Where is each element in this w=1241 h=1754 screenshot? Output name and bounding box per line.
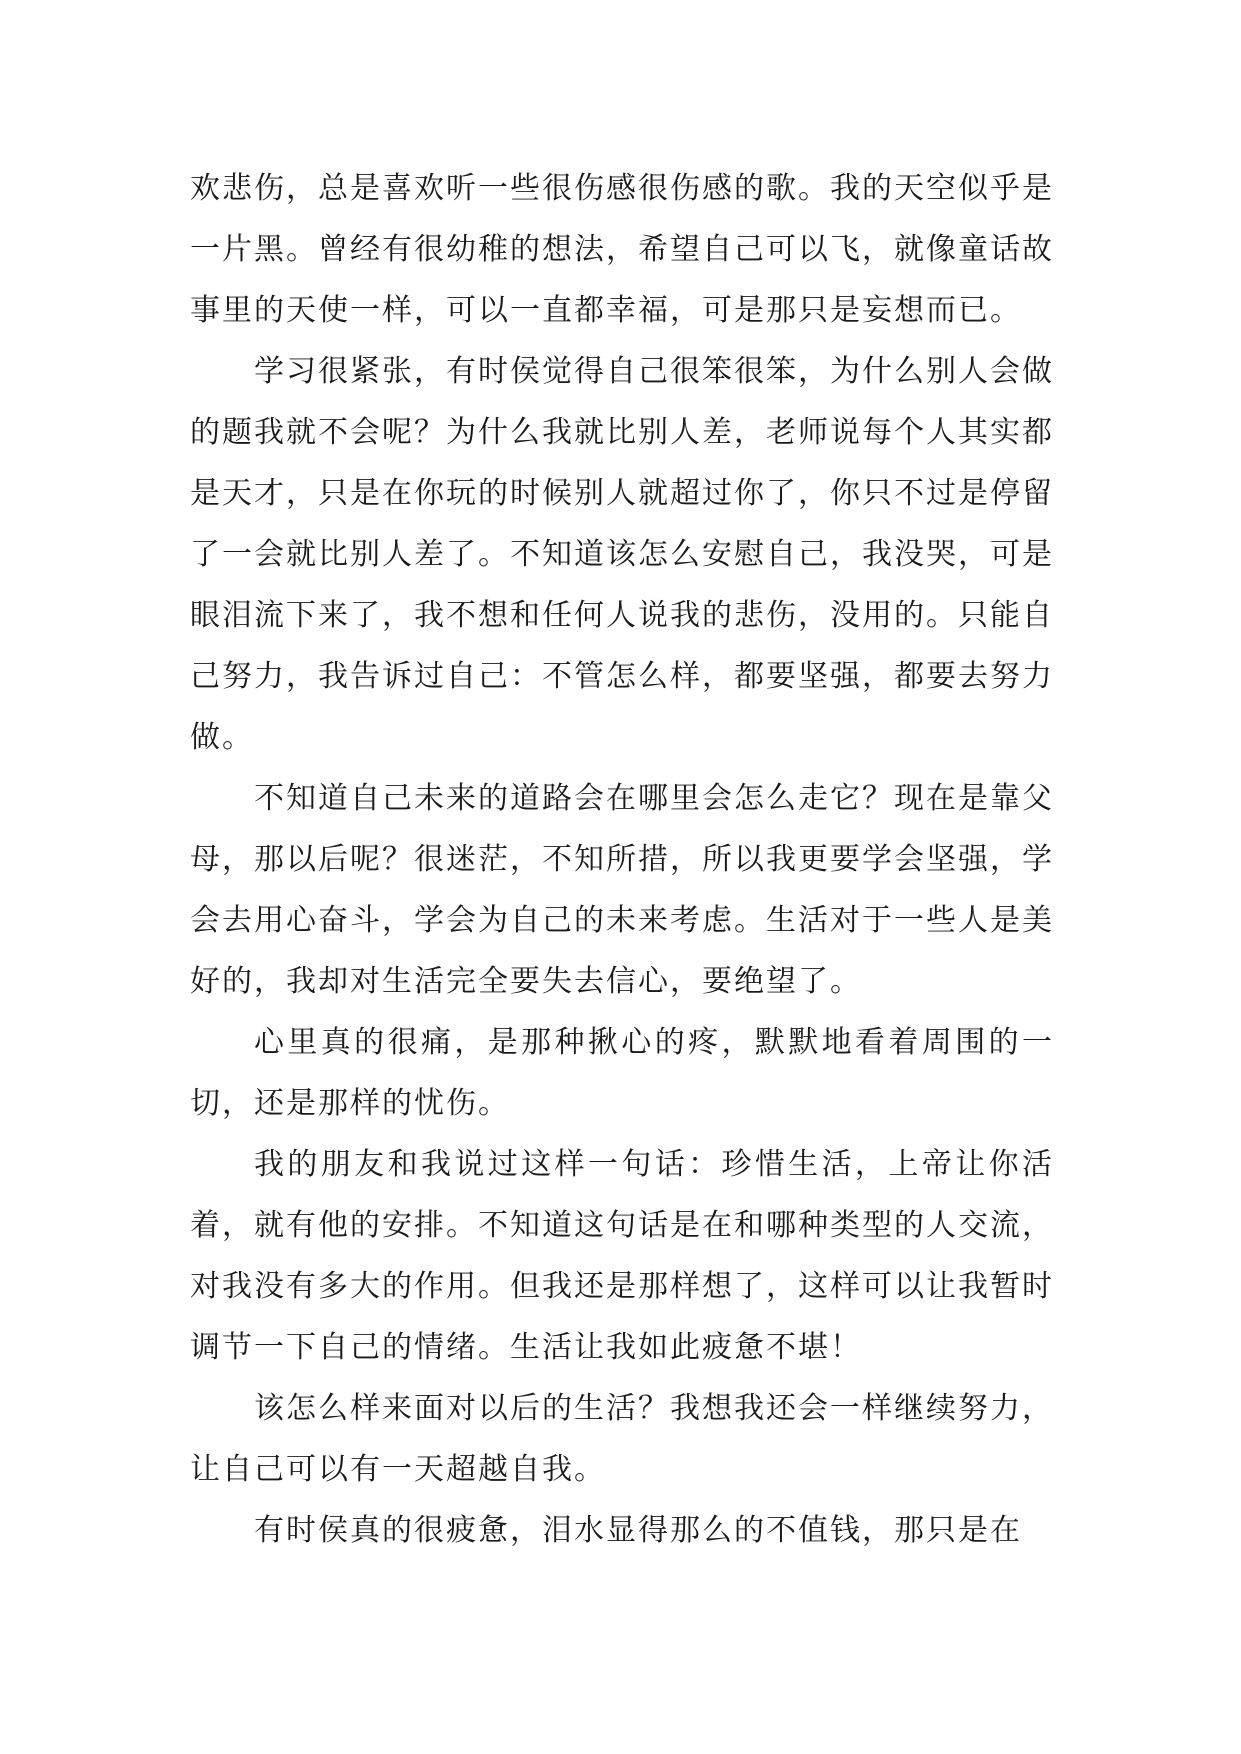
paragraph-6: 该怎么样来面对以后的生活？我想我还会一样继续努力，让自己可以有一天超越自我。 — [190, 1391, 1054, 1487]
paragraph-1: 欢悲伤，总是喜欢听一些很伤感很伤感的歌。我的天空似乎是一片黑。曾经有很幼稚的想法，希望自己可以飞，就像童话故事里的天使一样，可以一直都幸福，可是那只是妄想而已。 — [190, 171, 1054, 328]
paragraph-7: 有时侯真的很疲惫，泪水显得那么的不值钱，那只是在 — [254, 1513, 1022, 1548]
paragraph-2: 学习很紧张，有时侯觉得自己很笨很笨，为什么别人会做的题我就不会呢？为什么我就比别人差，老师说每个人其实都是天才，只是在你玩的时候别人就超过你了，你只不过是停留了一会就比别人差了。不知道该怎么安慰自己，我没哭，可是眼泪流下来了，我不想和任何人说我的悲伤，没用的。只能自己努力，我告诉过自己：不管怎么样，都要坚强，都要去努力做。 — [190, 354, 1054, 755]
paragraph-4: 心里真的很痛，是那种揪心的疼，默默地看着周围的一切，还是那样的忧伤。 — [190, 1025, 1054, 1121]
body-text — [190, 158, 1054, 1561]
paragraph-5: 我的朋友和我说过这样一句话：珍惜生活，上帝让你活着，就有他的安排。不知道这句话是在和哪种类型的人交流，对我没有多大的作用。但我还是那样想了，这样可以让我暂时调节一下自己的情绪。生活让我如此疲惫不堪！ — [190, 1147, 1054, 1365]
paragraph-3: 不知道自己未来的道路会在哪里会怎么走它？现在是靠父母，那以后呢？很迷茫，不知所措，所以我更要学会坚强，学会去用心奋斗，学会为自己的未来考虑。生活对于一些人是美好的，我却对生活完全要失去信心，要绝望了。 — [190, 781, 1054, 999]
